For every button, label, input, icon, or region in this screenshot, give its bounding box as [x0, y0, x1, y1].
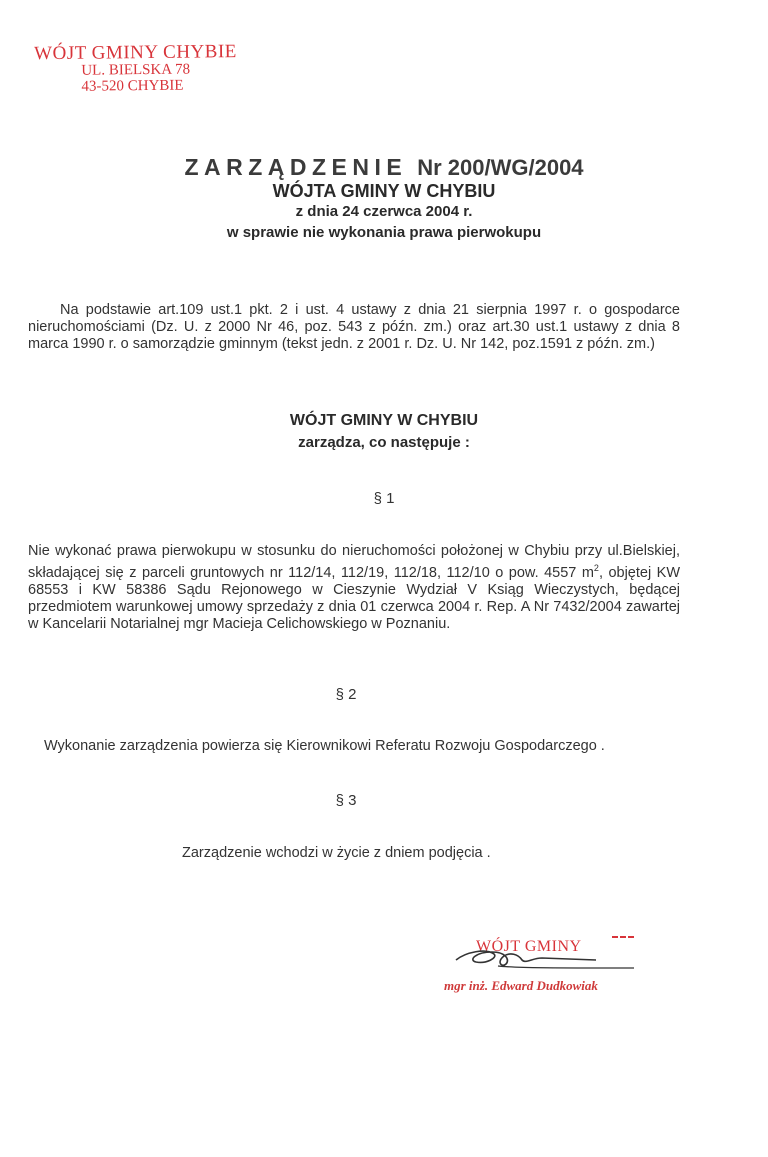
signatory-name: mgr inż. Edward Dudkowiak [444, 978, 598, 993]
document-title [0, 154, 768, 181]
office-stamp [34, 41, 264, 95]
stamp-line-street: UL. BIELSKA 78 [81, 61, 191, 79]
stamp-line-office: WÓJT GMINY CHYBIE [34, 41, 237, 65]
title-word: ZARZĄDZENIE [184, 154, 408, 180]
stamp-line-city: 43-520 CHYBIE [81, 77, 184, 95]
legal-basis-paragraph: Na podstawie art.109 ust.1 pkt. 2 i ust. 4 ustawy z dnia 21 sierpnia 1997 r. o gospodarce nieruchomościami (Dz. U. z 2000 Nr 46, poz. 543 z późn. zm.) oraz art.30 ust.1 ustawy z dnia 8 marca 1990 r. o samorządzie gminnym (tekst jedn. z 2001 r. Dz. U. Nr 142, poz.1591 z późn. zm.) [28, 302, 680, 352]
section-1-mark: § 1 [373, 490, 395, 507]
handwritten-signature [446, 938, 638, 974]
area-unit-superscript: 2 [593, 563, 599, 573]
section-2-text: Wykonanie zarządzenia powierza się Kierownikowi Referatu Rozwoju Gospodarczego . [44, 738, 605, 754]
document-date: z dnia 24 czerwca 2004 r. [295, 203, 473, 220]
body-authority-heading: WÓJT GMINY W CHYBIU [289, 412, 479, 429]
body-orders-heading: zarządza, co następuje : [298, 434, 470, 451]
document-subject: w sprawie nie wykonania prawa pierwokupu [226, 224, 542, 241]
issuing-authority: WÓJTA GMINY W CHYBIU [272, 181, 496, 201]
section-2-mark: § 2 [335, 686, 357, 703]
signature-stamp: WÓJT GMINY [476, 938, 582, 955]
section-1-text-part2: , objętej KW 68553 i KW 58386 Sądu Rejonowego w Cieszynie Wydział V Ksiąg Wieczystych, będącej przedmiotem warunkowej umowy sprzedaży z dnia 01 czerwca 2004 r. Rep. A Nr 7432/2004 zawartej w Kancelarii Notarialnej mgr Macieja Celichowskiego w Poznaniu. [28, 564, 681, 632]
section-1-text-part1: Nie wykonać prawa pierwokupu w stosunku do nieruchomości położonej w Chybiu przy ul.Bielskiej, składającej się z parceli gruntowych nr 112/14, 112/19, 112/18, 112/10 o pow. 4557 m [28, 543, 680, 581]
section-3-mark: § 3 [335, 792, 357, 809]
section-3-text: Zarządzenie wchodzi w życie z dniem podjęcia . [182, 845, 491, 861]
title-number: Nr 200/WG/2004 [417, 155, 584, 180]
section-1-text [28, 543, 680, 633]
